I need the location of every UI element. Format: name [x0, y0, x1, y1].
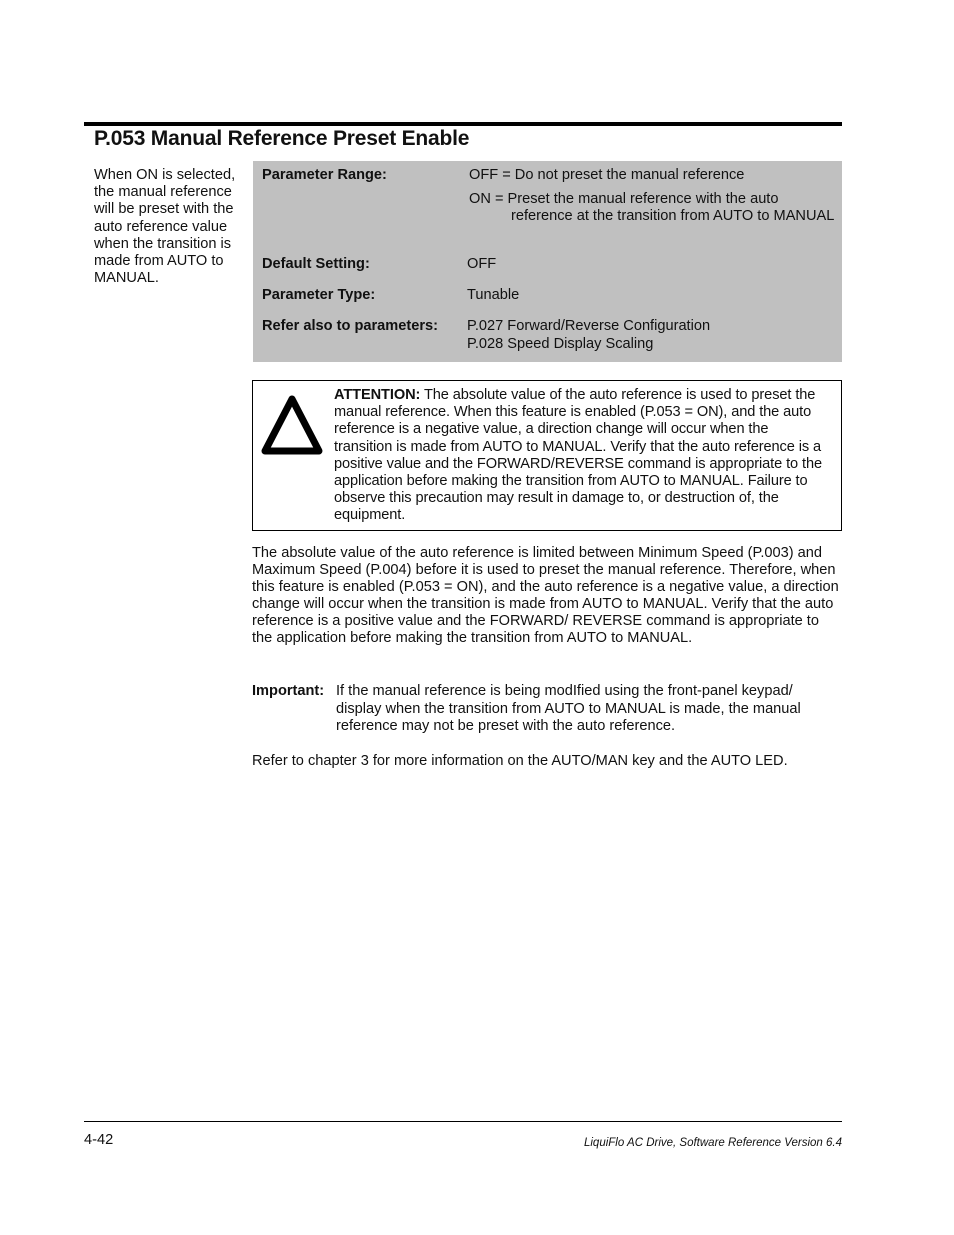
parameter-table	[253, 161, 842, 362]
attention-label: ATTENTION:	[334, 387, 421, 403]
warning-triangle-icon	[259, 391, 325, 457]
important-text: If the manual reference is being modIfied using the front-panel keypad/ display when the transition from AUTO to MANUAL is made, the manual reference may not be preset with the auto reference.	[336, 683, 801, 734]
parameter-range-label: Parameter Range:	[262, 167, 387, 183]
range-on-option: ON = Preset the manual reference with the auto reference at the transition from AUTO to MANUAL	[469, 191, 835, 225]
page-number: 4-42	[84, 1132, 114, 1148]
refer-parameter-p027: P.027 Forward/Reverse Configuration	[467, 318, 711, 334]
footer-rule	[84, 1121, 842, 1122]
body-paragraph: The absolute value of the auto reference is limited between Minimum Speed (P.003) and Maximum Speed (P.004) before it is used to preset the manual reference. Therefore, when this feature is enabled (P.053 = ON), and the auto reference is a negative value, a direction change will occur when the transition is made from AUTO to MANUAL. Verify that the auto reference is a positive value and the FORWARD/ REVERSE command is appropriate to the application before making the transition from AUTO to MANUAL.	[252, 545, 839, 646]
parameter-range-value	[469, 167, 841, 226]
range-off-option: OFF = Do not preset the manual reference	[469, 167, 745, 183]
footer-document-title: LiquiFlo AC Drive, Software Reference Version 6.4	[583, 1137, 842, 1149]
title-rule	[84, 122, 842, 126]
refer-also-label: Refer also to parameters:	[262, 318, 439, 334]
parameter-type-value: Tunable	[467, 287, 520, 303]
page-title: P.053 Manual Reference Preset Enable	[94, 127, 470, 150]
refer-paragraph: Refer to chapter 3 for more information on the AUTO/MAN key and the AUTO LED.	[252, 753, 788, 769]
refer-also-value	[467, 318, 710, 353]
parameter-type-label: Parameter Type:	[262, 287, 376, 303]
side-note: When ON is selected, the manual reference will be preset with the auto reference value when the transition is made from AUTO to MANUAL.	[94, 167, 236, 287]
attention-box	[252, 380, 842, 531]
important-label: Important:	[252, 683, 325, 699]
attention-text	[334, 387, 824, 525]
attention-body: The absolute value of the auto reference is used to preset the manual reference. When this feature is enabled (P.053 = ON), and the auto reference is a negative value, a direction change will occur when the transition is made from AUTO to MANUAL. Verify that the auto reference is a positive value and the FORWARD/REVERSE command is appropriate to the application before making the transition from AUTO to MANUAL. Failure to observe this precaution may result in damage to, or destruction of, the equipment.	[334, 387, 822, 524]
default-setting-value: OFF	[467, 256, 497, 272]
refer-parameter-p028: P.028 Speed Display Scaling	[467, 336, 654, 353]
default-setting-label: Default Setting:	[262, 256, 370, 272]
